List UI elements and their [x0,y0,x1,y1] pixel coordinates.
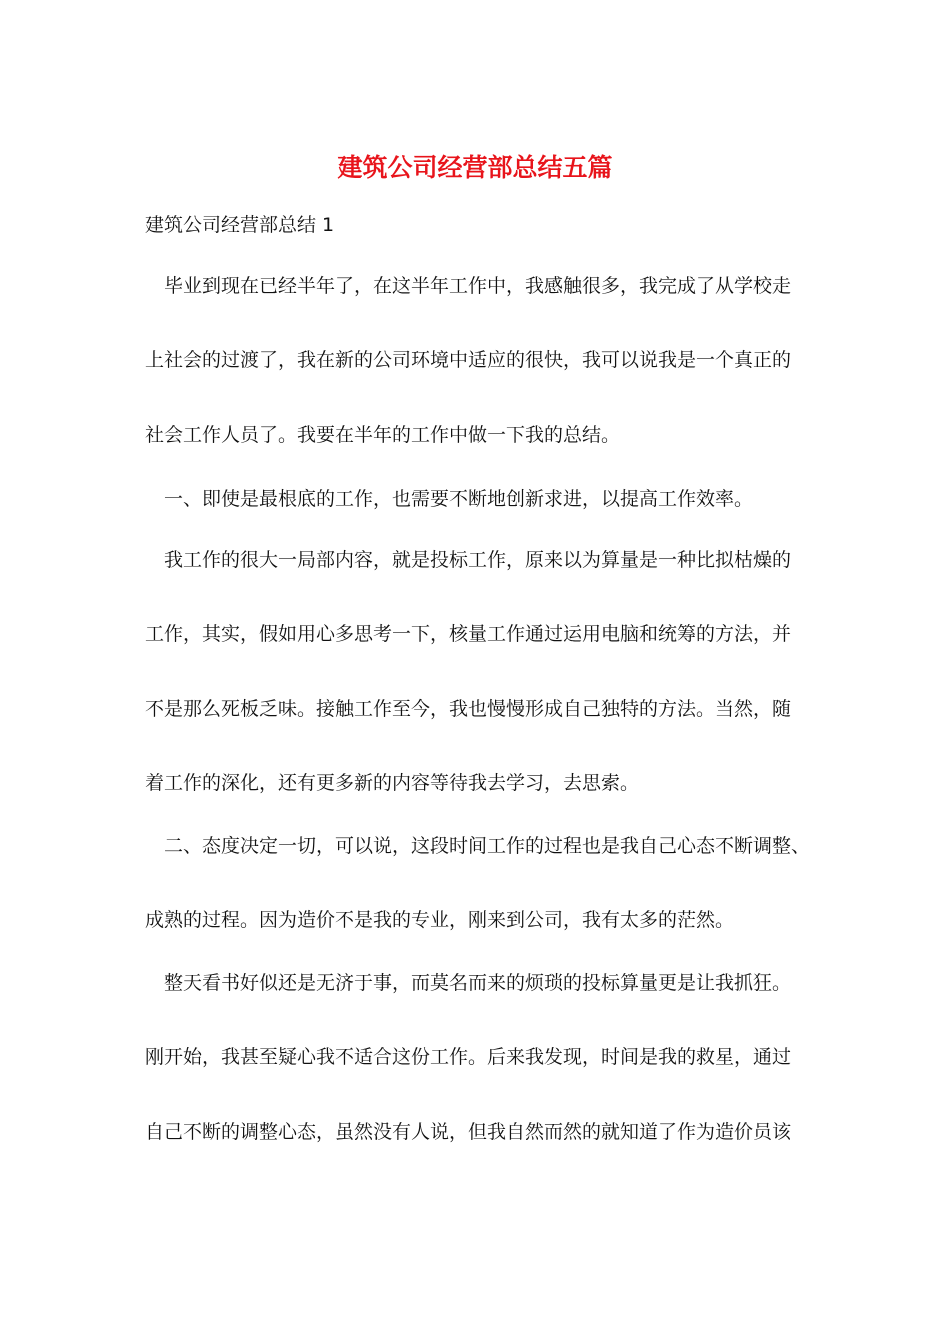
document-title: 建筑公司经营部总结五篇 [337,153,613,182]
paragraph-line-8: 着工作的深化，还有更多新的内容等待我去学习，去思索。 [145,772,640,794]
paragraph-line-9: 二、态度决定一切，可以说，这段时间工作的过程也是我自己心态不断调整、 [164,835,811,857]
paragraph-line-12: 刚开始，我甚至疑心我不适合这份工作。后来我发现，时间是我的救星，通过 [145,1046,792,1068]
paragraph-line-3: 社会工作人员了。我要在半年的工作中做一下我的总结。 [145,424,621,446]
paragraph-line-6: 工作，其实，假如用心多思考一下，核量工作通过运用电脑和统筹的方法，并 [145,623,792,645]
paragraph-line-1: 毕业到现在已经半年了，在这半年工作中，我感触很多，我完成了从学校走 [164,275,792,297]
paragraph-line-5: 我工作的很大一局部内容，就是投标工作，原来以为算量是一种比拟枯燥的 [164,549,792,571]
paragraph-line-10: 成熟的过程。因为造价不是我的专业，刚来到公司，我有太多的茫然。 [145,909,735,931]
paragraph-line-7: 不是那么死板乏味。接触工作至今，我也慢慢形成自己独特的方法。当然，随 [145,698,792,720]
paragraph-line-4: 一、即使是最根底的工作，也需要不断地创新求进，以提高工作效率。 [164,488,754,510]
section-heading: 建筑公司经营部总结 1 [145,214,335,236]
paragraph-line-2: 上社会的过渡了，我在新的公司环境中适应的很快，我可以说我是一个真正的 [145,349,792,371]
paragraph-line-11: 整天看书好似还是无济于事，而莫名而来的烦琐的投标算量更是让我抓狂。 [164,972,792,994]
paragraph-line-13: 自己不断的调整心态，虽然没有人说，但我自然而然的就知道了作为造价员该 [145,1121,792,1143]
